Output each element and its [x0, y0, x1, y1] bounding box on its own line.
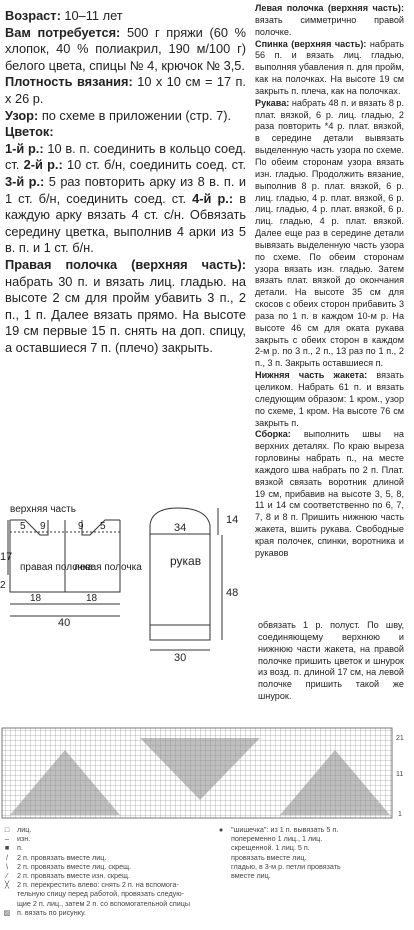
- right-column: [255, 3, 404, 560]
- garment-schematic: [0, 500, 250, 670]
- left-front-label: Левая полочка (верхняя часть):: [255, 3, 404, 13]
- sleeve-label: Рукава:: [255, 97, 290, 108]
- materials-line: [5, 25, 246, 75]
- legend-item-cont: щие 2 п. лиц., затем 2 п. со вспомогательной спицы: [17, 898, 191, 908]
- sleeve-line: [255, 98, 404, 370]
- legend-item: \ 2 п. провязать вместе лиц. скрещ.: [0, 862, 205, 871]
- flower-r1-label: 1-й р.:: [5, 140, 44, 156]
- cable-icon: ╳: [4, 880, 10, 890]
- dim-18b: 18: [86, 593, 98, 604]
- assembly-text: выполнить швы на верхних деталях. По краю выреза горловины набрать п., на месте каждого шва набрать по 2 п. Плат. вязкой связать воротник длиной 19 см, прибавив на высоте 3, 5, 8, 11 и 14 см соответственно по 6, 7, 7, 8 и 8 п. Пришить нижнюю часть жакета, вшить рукава. Свободные края полочек, спинки, воротника и рукавов: [255, 429, 404, 558]
- bobble-icon: ●: [218, 825, 224, 834]
- age-value: 10–11 лет: [64, 8, 123, 23]
- back-text: набрать 56 п. и вязать лиц. гладью, выполняя убавления п. для пройм, как на полочках. На высоте 19 см закрыть п. плеча, как на полочках.: [255, 38, 404, 96]
- dim-5b: 5: [100, 521, 106, 532]
- dim-14: 14: [226, 514, 239, 526]
- lower-label: Нижняя часть жакета:: [255, 370, 368, 381]
- pattern-icon: ▨: [3, 907, 11, 917]
- legend-item: – изн.: [0, 834, 205, 843]
- assembly-line: [255, 429, 404, 559]
- dim-5: 5: [20, 521, 26, 532]
- dim-34: 34: [174, 522, 187, 534]
- right-front-text: набрать 30 п. и вязать лиц. гладью. на высоте 2 см для пройм убавить 3 п., 2 п., 1 п. Далее вязать прямо. На высоте 19 см первые 15 п. снять на доп. спицу, а оставшиеся 7 п. (плечо) закрыть.: [5, 273, 246, 355]
- legend-item: ⁄ 2 п. провязать вместе изн. скрещ.: [0, 871, 205, 880]
- flower-r3-label: 3-й р.:: [5, 173, 45, 189]
- flower-r4-label: 4-й р.:: [192, 190, 234, 206]
- legend: [0, 825, 414, 930]
- back-line: [255, 39, 404, 98]
- legend-item-cont: гладью, в 3-м р. петли провязать: [231, 861, 341, 871]
- sleeve-label-svg: рукав: [170, 554, 202, 568]
- legend-item-cont: скрещенной. 1 лиц. 5 п.: [231, 843, 310, 853]
- flower-rows: [5, 141, 246, 257]
- dim-9a: 9: [40, 521, 46, 532]
- flower-r2-label: 2-й р.:: [23, 157, 63, 173]
- density-line: [5, 74, 246, 107]
- lower-line: [255, 370, 404, 429]
- legend-item: / 2 п. провязать вместе лиц.: [0, 853, 205, 862]
- left-front-text: вязать симметрично правой полочке.: [255, 14, 404, 37]
- dim-9b: 9: [78, 521, 84, 532]
- pattern-text: по схеме в приложении (стр. 7).: [41, 107, 232, 123]
- sleeve-text: набрать 48 п. и вязать 8 р. плат. вязкой, 6 р. лиц. гладью, 2 раза повторить *4 р. плат. вязкой, в середине детали вывязать выделенную часть узора по схеме. По обеим сторонам узора вязать изн. гладью. Продолжить вязание, выполнив 8 р. плат. вязкой, 6 р. лиц. гладью, 4 р. плат. вязкой, 6 р. лиц. гладью, 4 р. плат. вязкой, 6 р. лиц. гладью, 4 р. плат. вязкой. Далее еще раз в середине детали вывязать выделенную часть узора по схеме. По обеим сторонам узора вязать изн. гладью. Затем вязать плат. вязкой до окончания детали. На высоте 35 см для скосов с обеих сторон прибавить 3 раза по 1 п. в каждом 10-м р. На высоте 46 см для оката рукава закрыть с обеих сторон в каждом 2-м р. по 3 п., 2 п., 13 раз по 1 п., 2 п., 3 п. Закрыть оставшиеся п.: [255, 97, 404, 369]
- legend-item-cont: провязать вместе лиц.: [231, 852, 307, 862]
- pattern-label: Узор:: [5, 107, 39, 123]
- flower-r4-text: в каждую арку вязать 4 ст. с/н. Обвязать середину цветка, выполнив 4 арки из 5 в. п. и 1 ст. б/н.: [5, 190, 246, 256]
- knitting-chart: [0, 710, 414, 825]
- age-label: Возраст:: [5, 8, 61, 23]
- assembly-continuation: обвязать 1 р. полуст. По шву, соединяющему верхнюю и нижнюю части жакета, на правой полочке пришить цветок и шнурок из возд. п. длиной 17 см, на левой полочке пришить такой же шнурок.: [258, 620, 404, 702]
- decrease-purl-icon: ⁄: [6, 871, 8, 881]
- density-label: Плотность вязания:: [5, 74, 133, 90]
- flower-r2-text: 10 ст. б/н, соединить соед. ст.: [66, 157, 247, 173]
- right-front-label: Правая полочка (верхняя часть):: [5, 256, 246, 272]
- decrease-right-icon: /: [6, 852, 8, 862]
- chart-row-top: 21: [396, 735, 404, 742]
- dim-2: 2: [0, 580, 6, 591]
- legend-item: ▨ п. вязать по рисунку.: [0, 908, 205, 917]
- left-front-label-svg: левая полочка: [74, 562, 142, 573]
- legend-item: ● "шишечка": из 1 п. вывязать 5 п.: [214, 825, 410, 834]
- schematic-title: верхняя часть: [10, 504, 76, 515]
- back-label: Спинка (верхняя часть):: [255, 38, 367, 49]
- pattern-line: [5, 108, 246, 125]
- dim-30: 30: [174, 652, 187, 664]
- dash-cell-icon: –: [5, 834, 9, 844]
- lower-text: вязать целиком. Набрать 61 п. и вязать следующим образом: 1 кром., узор по схеме, 1 кром. На высоте 76 см закрыть п.: [255, 370, 404, 428]
- left-column: [5, 8, 246, 356]
- flower-r1-text: 10 в. п. соединить в кольцо соед. ст.: [5, 140, 247, 173]
- dim-40: 40: [58, 617, 71, 629]
- dim-17: 17: [0, 551, 13, 563]
- legend-item: □ лиц.: [0, 825, 205, 834]
- chart-row-mid: 11: [396, 771, 404, 778]
- materials-text: 500 г пряжи (60 % хлопок, 40 % полиакрил, 190 м/100 г) белого цвета, спицы № 4, крючок № 3,5.: [5, 24, 246, 73]
- filled-cell-icon: ■: [4, 843, 10, 853]
- legend-item-cont: попеременно 1 лиц., 1 лиц.: [231, 834, 323, 844]
- flower-label: Цветок:: [5, 124, 54, 140]
- legend-item-cont: вместе лиц.: [231, 871, 271, 881]
- decrease-left-icon: \: [6, 861, 8, 871]
- flower-line: [5, 124, 246, 141]
- legend-item-cont: тельную спицу перед работой, провязать следую-: [17, 889, 185, 899]
- dim-48: 48: [226, 587, 239, 599]
- age-line: [5, 8, 246, 25]
- right-front-label-svg: правая полочка: [20, 562, 93, 573]
- dim-18a: 18: [30, 593, 42, 604]
- blank-cell-icon: □: [4, 825, 10, 834]
- chart-row-bottom: 1: [398, 811, 402, 818]
- flower-r3-text: 5 раз повторить арку из 8 в. п. и 1 ст. б/н, соединить соед. ст.: [5, 173, 246, 206]
- legend-left: [0, 825, 205, 917]
- left-front-line: [255, 3, 404, 39]
- assembly-label: Сборка:: [255, 429, 291, 440]
- materials-label: Вам потребуется:: [5, 24, 121, 40]
- legend-item: ╳ 2 п. перекрестить влево: снять 2 п. на вспомога-: [0, 880, 205, 889]
- density-text: 10 х 10 см = 17 п. х 26 р.: [5, 74, 246, 106]
- right-front-line: [5, 257, 246, 357]
- legend-right: [214, 825, 410, 880]
- legend-item: ■ п.: [0, 843, 205, 852]
